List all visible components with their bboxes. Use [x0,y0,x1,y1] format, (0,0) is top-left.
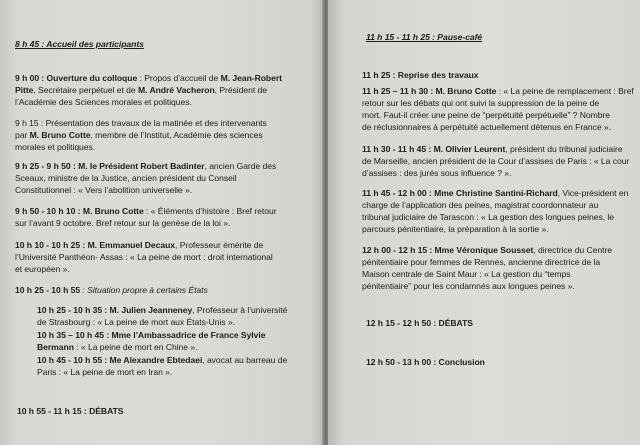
session-decaux-line2: l’Université Panthéon- Assas : « La peine de mort : droit international [15,252,273,262]
session-sousset-line2: pénitentiaire pour femmes de Rennes, ancienne directrice de la [362,257,601,267]
accueil-heading: 8 h 45 : Accueil des participants [15,39,144,49]
session-ebtedaei-line2: Paris : « La peine de mort en Iran ». [37,367,173,377]
session-text: : « Éléments d’histoire : Bref retour [143,206,277,216]
session-text: , Professeur émérite de [175,240,264,250]
session-presentation-line2 [15,130,263,142]
session-text: , Vice-président en [557,188,629,198]
session-leurent-line2: de Marseille, ancien président de la Cour d’assises de Paris : « La cour [362,156,630,166]
conclusion: 12 h 50 - 13 h 00 : Conclusion [366,357,485,367]
session-santini-line3: tribunal judiciaire de Tarascon : « La gestion des longues peines, le [362,212,614,222]
session-text: : « La peine de remplacement : Bref [496,86,634,96]
session-decaux [15,240,263,252]
session-ebtedaei [37,355,287,367]
session-sousset [362,245,612,257]
session-text: , président du tribunal judiciaire [505,144,623,154]
speaker-name: M. Jean-Robert [220,73,282,83]
session-remplacement-line4: de réclusionnaires à perpétuité actuellement détenus en France ». [362,122,611,132]
session-text: , Secrétaire perpétuel et de [33,85,138,95]
session-santini-line2: charge de l’application des peines, magistrat coordonnateur au [362,200,599,210]
session-sousset-line4: pénitentiaire” pour les condamnés aux longues peines ». [362,281,575,291]
session-remplacement-line3: mort. Faut-il créer une peine de “perpétuité perpétuelle” ? Nombre [362,110,610,120]
speaker-name: Bermann [37,342,74,352]
session-leurent-line3: d’assises : des jurés sous influence ? ». [362,168,512,178]
session-time: 12 h 00 - 12 h 15 : Mme Véronique Sousset [362,245,534,255]
session-ouverture-line2 [15,85,267,97]
session-time: 11 h 45 - 12 h 00 : Mme Christine Santini-Richard [362,188,558,198]
session-ouverture [15,73,282,85]
session-text: , directrice du Centre [533,245,612,255]
session-etats [15,285,208,297]
debats-afternoon: 12 h 15 - 12 h 50 : DÉBATS [366,318,473,328]
session-santini [362,188,628,200]
session-text: : Propos d’accueil de [137,73,221,83]
session-time: 10 h 25 - 10 h 35 : M. Julien Jeanneney [37,305,193,315]
session-histoire [15,206,277,218]
session-remplacement [362,86,634,98]
session-text: , membre de l’Institut, Académie des sciences [90,130,263,140]
session-remplacement-line2: retour sur les débats qui ont suivi la suppression de la peine de [362,98,600,108]
session-text: , avocat au barreau de [202,355,288,365]
speaker-name: M. André Vacheron [137,85,215,95]
session-presentation-line3: morales et politiques. [15,142,96,152]
session-text: , Professeur à l’université [192,305,288,315]
session-text: par [15,130,30,140]
session-jeanneney-line2: de Strasbourg : « La peine de mort aux États-Unis ». [37,317,236,327]
speaker-name: Pitte [15,85,34,95]
programme-page-right [328,0,640,445]
session-badinter [15,161,276,173]
session-time: 10 h 45 - 10 h 55 : Me Alexandre Ebtedaei [37,355,203,365]
session-text: , ancien Garde des [204,161,277,171]
session-badinter-line2: Sceaux, ministre de la Justice, ancien président du Conseil [15,173,237,183]
session-bermann-line2 [37,342,197,354]
session-time: 9 h 00 : Ouverture du colloque [15,73,138,83]
session-decaux-line3: et européen ». [15,264,70,274]
session-time: 11 h 30 - 11 h 45 : M. Olivier Leurent [362,144,506,154]
session-time: 9 h 25 - 9 h 50 : M. le Président Robert Badinter [15,161,205,171]
session-time: 11 h 25 – 11 h 30 : M. Bruno Cotte [362,86,497,96]
session-bermann [37,330,265,342]
session-santini-line4: parcours pénitentiaire, la préparation à la sortie ». [362,224,549,234]
session-histoire-line2: sur l’avant 9 octobre. Bref retour sur la genèse de la loi ». [15,218,231,228]
speaker-name: M. Emmanuel Decaux [87,240,176,250]
session-jeanneney [37,305,287,317]
session-ouverture-line3: l’Académie des Sciences morales et politiques. [15,97,192,107]
session-badinter-line3: Constitutionnel : « Vers l’abolition universelle ». [15,185,193,195]
session-text: : Situation propre à certains États [80,285,208,295]
session-time: 9 h 50 - 10 h 10 : M. Bruno Cotte [15,206,144,216]
speaker-name: M. Bruno Cotte [29,130,91,140]
session-time: 10 h 35 – 10 h 45 : Mme l’Ambassadrice de France Sylvie [37,330,266,340]
session-time: 10 h 25 - 10 h 55 [15,285,81,295]
reprise-heading: 11 h 25 : Reprise des travaux [362,70,479,80]
pause-heading: 11 h 15 - 11 h 25 : Pause-café [366,32,483,42]
session-time: 10 h 10 - 10 h 25 : [15,240,88,250]
session-leurent [362,144,623,156]
session-presentation: 9 h 15 : Présentation des travaux de la matinée et des intervenants [15,118,267,128]
session-text: , Président de [214,85,267,95]
session-sousset-line3: Maison centrale de Saint Maur : « La gestion du “temps [362,269,571,279]
session-text: : « La peine de mort en Chine ». [73,342,198,352]
debats-morning: 10 h 55 - 11 h 15 : DÉBATS [17,406,124,416]
